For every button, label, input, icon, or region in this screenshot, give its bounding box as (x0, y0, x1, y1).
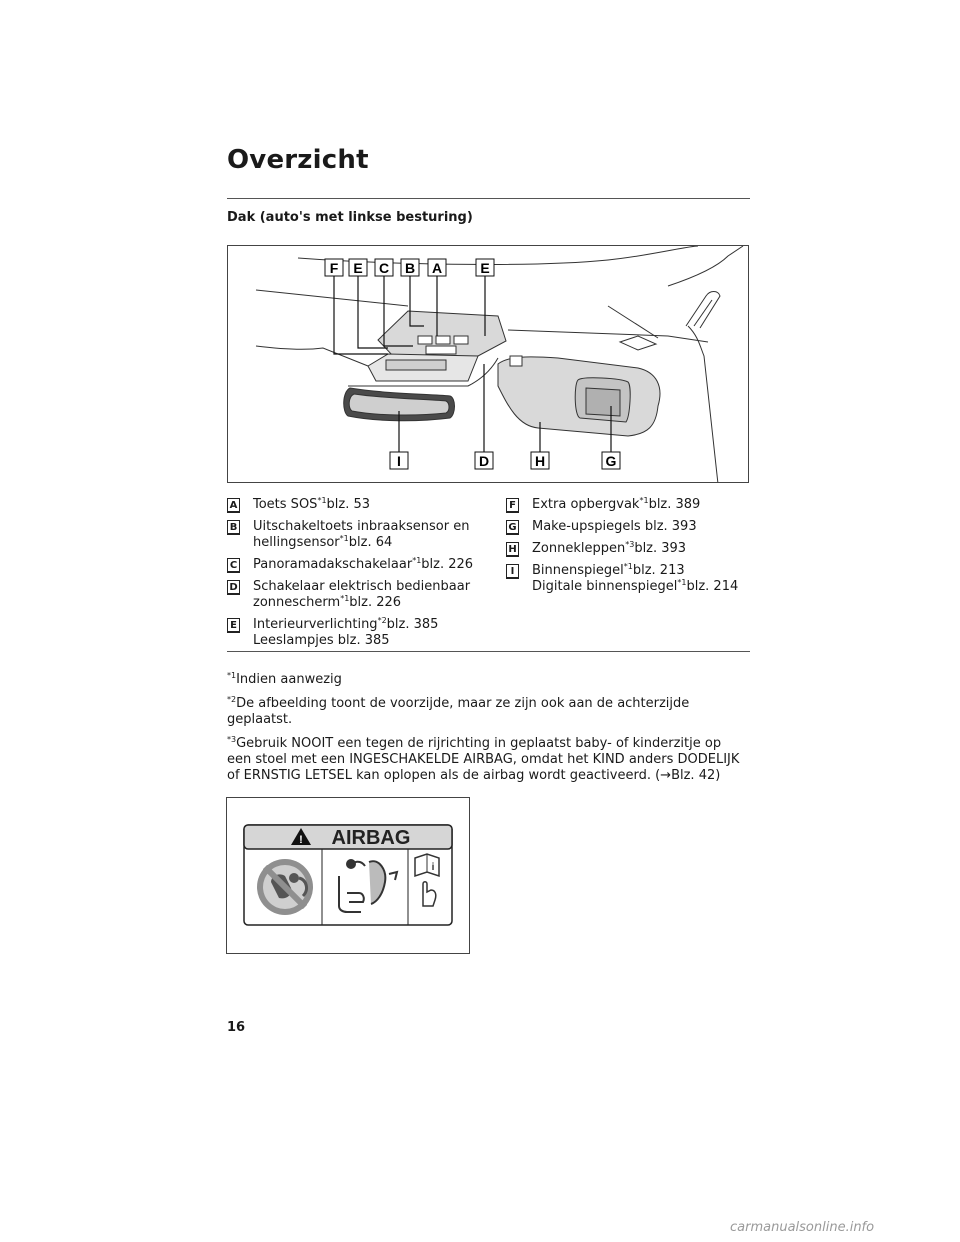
callout-D (475, 452, 493, 469)
item-sup: *1 (639, 496, 649, 505)
watermark: carmanualsonline.info (730, 1220, 875, 1235)
legend-right (506, 497, 750, 601)
item-ref: blz. 53 (326, 497, 371, 512)
legend-left (227, 497, 489, 655)
item-text: Extra opbergvak (532, 497, 640, 512)
key-badge: H (506, 542, 519, 557)
item-sup: *1 (339, 534, 349, 543)
airbag-warning-label (226, 797, 470, 954)
legend-item-H (506, 541, 750, 557)
footnote-text: De afbeelding toont de voorzijde, maar ze zijn ook aan de achterzijde geplaatst. (227, 696, 690, 727)
key-badge: B (227, 520, 240, 535)
item-sup: *1 (623, 562, 633, 571)
callout-F-text: F (329, 260, 339, 276)
roof-drawing (228, 246, 749, 483)
no-rear-facing-child-seat-icon (257, 859, 313, 915)
footnote-text: Indien aanwezig (236, 672, 342, 687)
callout-C (375, 259, 393, 276)
item-text-line2: Leeslampjes blz. 385 (253, 633, 390, 648)
item-sup: *1 (317, 496, 327, 505)
callout-B-text: B (404, 260, 416, 276)
item-text: Interieurverlichting (253, 617, 378, 632)
item-text: Uitschakeltoets inbraaksensor en (253, 519, 470, 534)
key-badge: D (227, 580, 240, 595)
svg-text:!: ! (299, 834, 303, 846)
footnote-3 (227, 736, 747, 784)
item-ref: blz. 213 (632, 563, 685, 578)
item-ref: blz. 214 (686, 579, 739, 594)
item-ref: blz. 226 (421, 557, 474, 572)
key-badge: C (227, 558, 240, 573)
airbag-label-title: AIRBAG (331, 827, 411, 849)
callout-I-text: I (397, 453, 401, 469)
item-ref: blz. 226 (349, 595, 402, 610)
legend-item-I (506, 563, 750, 595)
legend-item-C (227, 557, 489, 573)
item-sup: *1 (412, 556, 422, 565)
item-text: Make-upspiegels blz. 393 (532, 519, 697, 534)
legend-item-D (227, 579, 489, 611)
footnote-marker: *3 (227, 735, 237, 744)
callout-G (602, 452, 620, 469)
callout-E2 (476, 259, 494, 276)
item-sup: *2 (377, 616, 387, 625)
item-text-line2: Digitale binnenspiegel (532, 579, 678, 594)
item-text-line2: hellingsensor (253, 535, 340, 550)
footnote-marker: *2 (227, 695, 237, 704)
legend-item-G (506, 519, 750, 535)
item-ref: blz. 389 (648, 497, 701, 512)
callout-A (428, 259, 446, 276)
legend-item-B (227, 519, 489, 551)
callout-B (401, 259, 419, 276)
callout-E2-text: E (480, 260, 490, 276)
callout-H-text: H (534, 453, 546, 469)
item-text-line2: zonnescherm (253, 595, 341, 610)
footnote-1 (227, 672, 747, 688)
svg-text:i: i (431, 862, 435, 873)
footnote-2 (227, 696, 747, 728)
callout-I (390, 452, 408, 469)
key-badge: E (227, 618, 240, 633)
footnotes (227, 672, 747, 792)
callout-C-text: C (378, 260, 390, 276)
legend-item-F (506, 497, 750, 513)
key-badge: A (227, 498, 240, 513)
item-sup: *1 (677, 578, 687, 587)
item-ref: blz. 385 (386, 617, 439, 632)
callout-E (349, 259, 367, 276)
title-divider (227, 198, 750, 199)
item-sup: *3 (625, 540, 635, 549)
legend-divider (227, 651, 750, 652)
footnote-marker: *1 (227, 671, 237, 680)
callout-E-text: E (353, 260, 363, 276)
item-sup: *1 (340, 594, 350, 603)
item-ref: blz. 64 (348, 535, 393, 550)
item-ref: blz. 393 (634, 541, 687, 556)
section-subtitle: Dak (auto's met linkse besturing) (227, 210, 473, 225)
legend-item-E (227, 617, 489, 649)
key-badge: I (506, 564, 519, 579)
roof-illustration (227, 245, 749, 483)
callout-G-text: G (605, 453, 617, 469)
footnote-text: Gebruik NOOIT een tegen de rijrichting in geplaatst baby- of kinderzitje op een stoel met een INGESCHAKELDE AIRBAG, omdat het KIND anders DODELIJK of ERNSTIG LETSEL kan oplopen als de airbag wordt geactiveerd. (→Blz. 42) (227, 736, 740, 783)
item-text: Toets SOS (253, 497, 318, 512)
page-number: 16 (227, 1020, 246, 1035)
airbag-label-drawing (227, 798, 471, 955)
item-text: Zonnekleppen (532, 541, 626, 556)
item-text: Panoramadakschakelaar (253, 557, 413, 572)
callout-H (531, 452, 549, 469)
callout-A-text: A (431, 260, 443, 276)
key-badge: F (506, 498, 519, 513)
key-badge: G (506, 520, 519, 535)
callout-D-text: D (478, 453, 490, 469)
item-text: Schakelaar elektrisch bedienbaar (253, 579, 471, 594)
page-title: Overzicht (227, 145, 369, 175)
item-text: Binnenspiegel (532, 563, 624, 578)
legend-item-A (227, 497, 489, 513)
callout-F (325, 259, 343, 276)
